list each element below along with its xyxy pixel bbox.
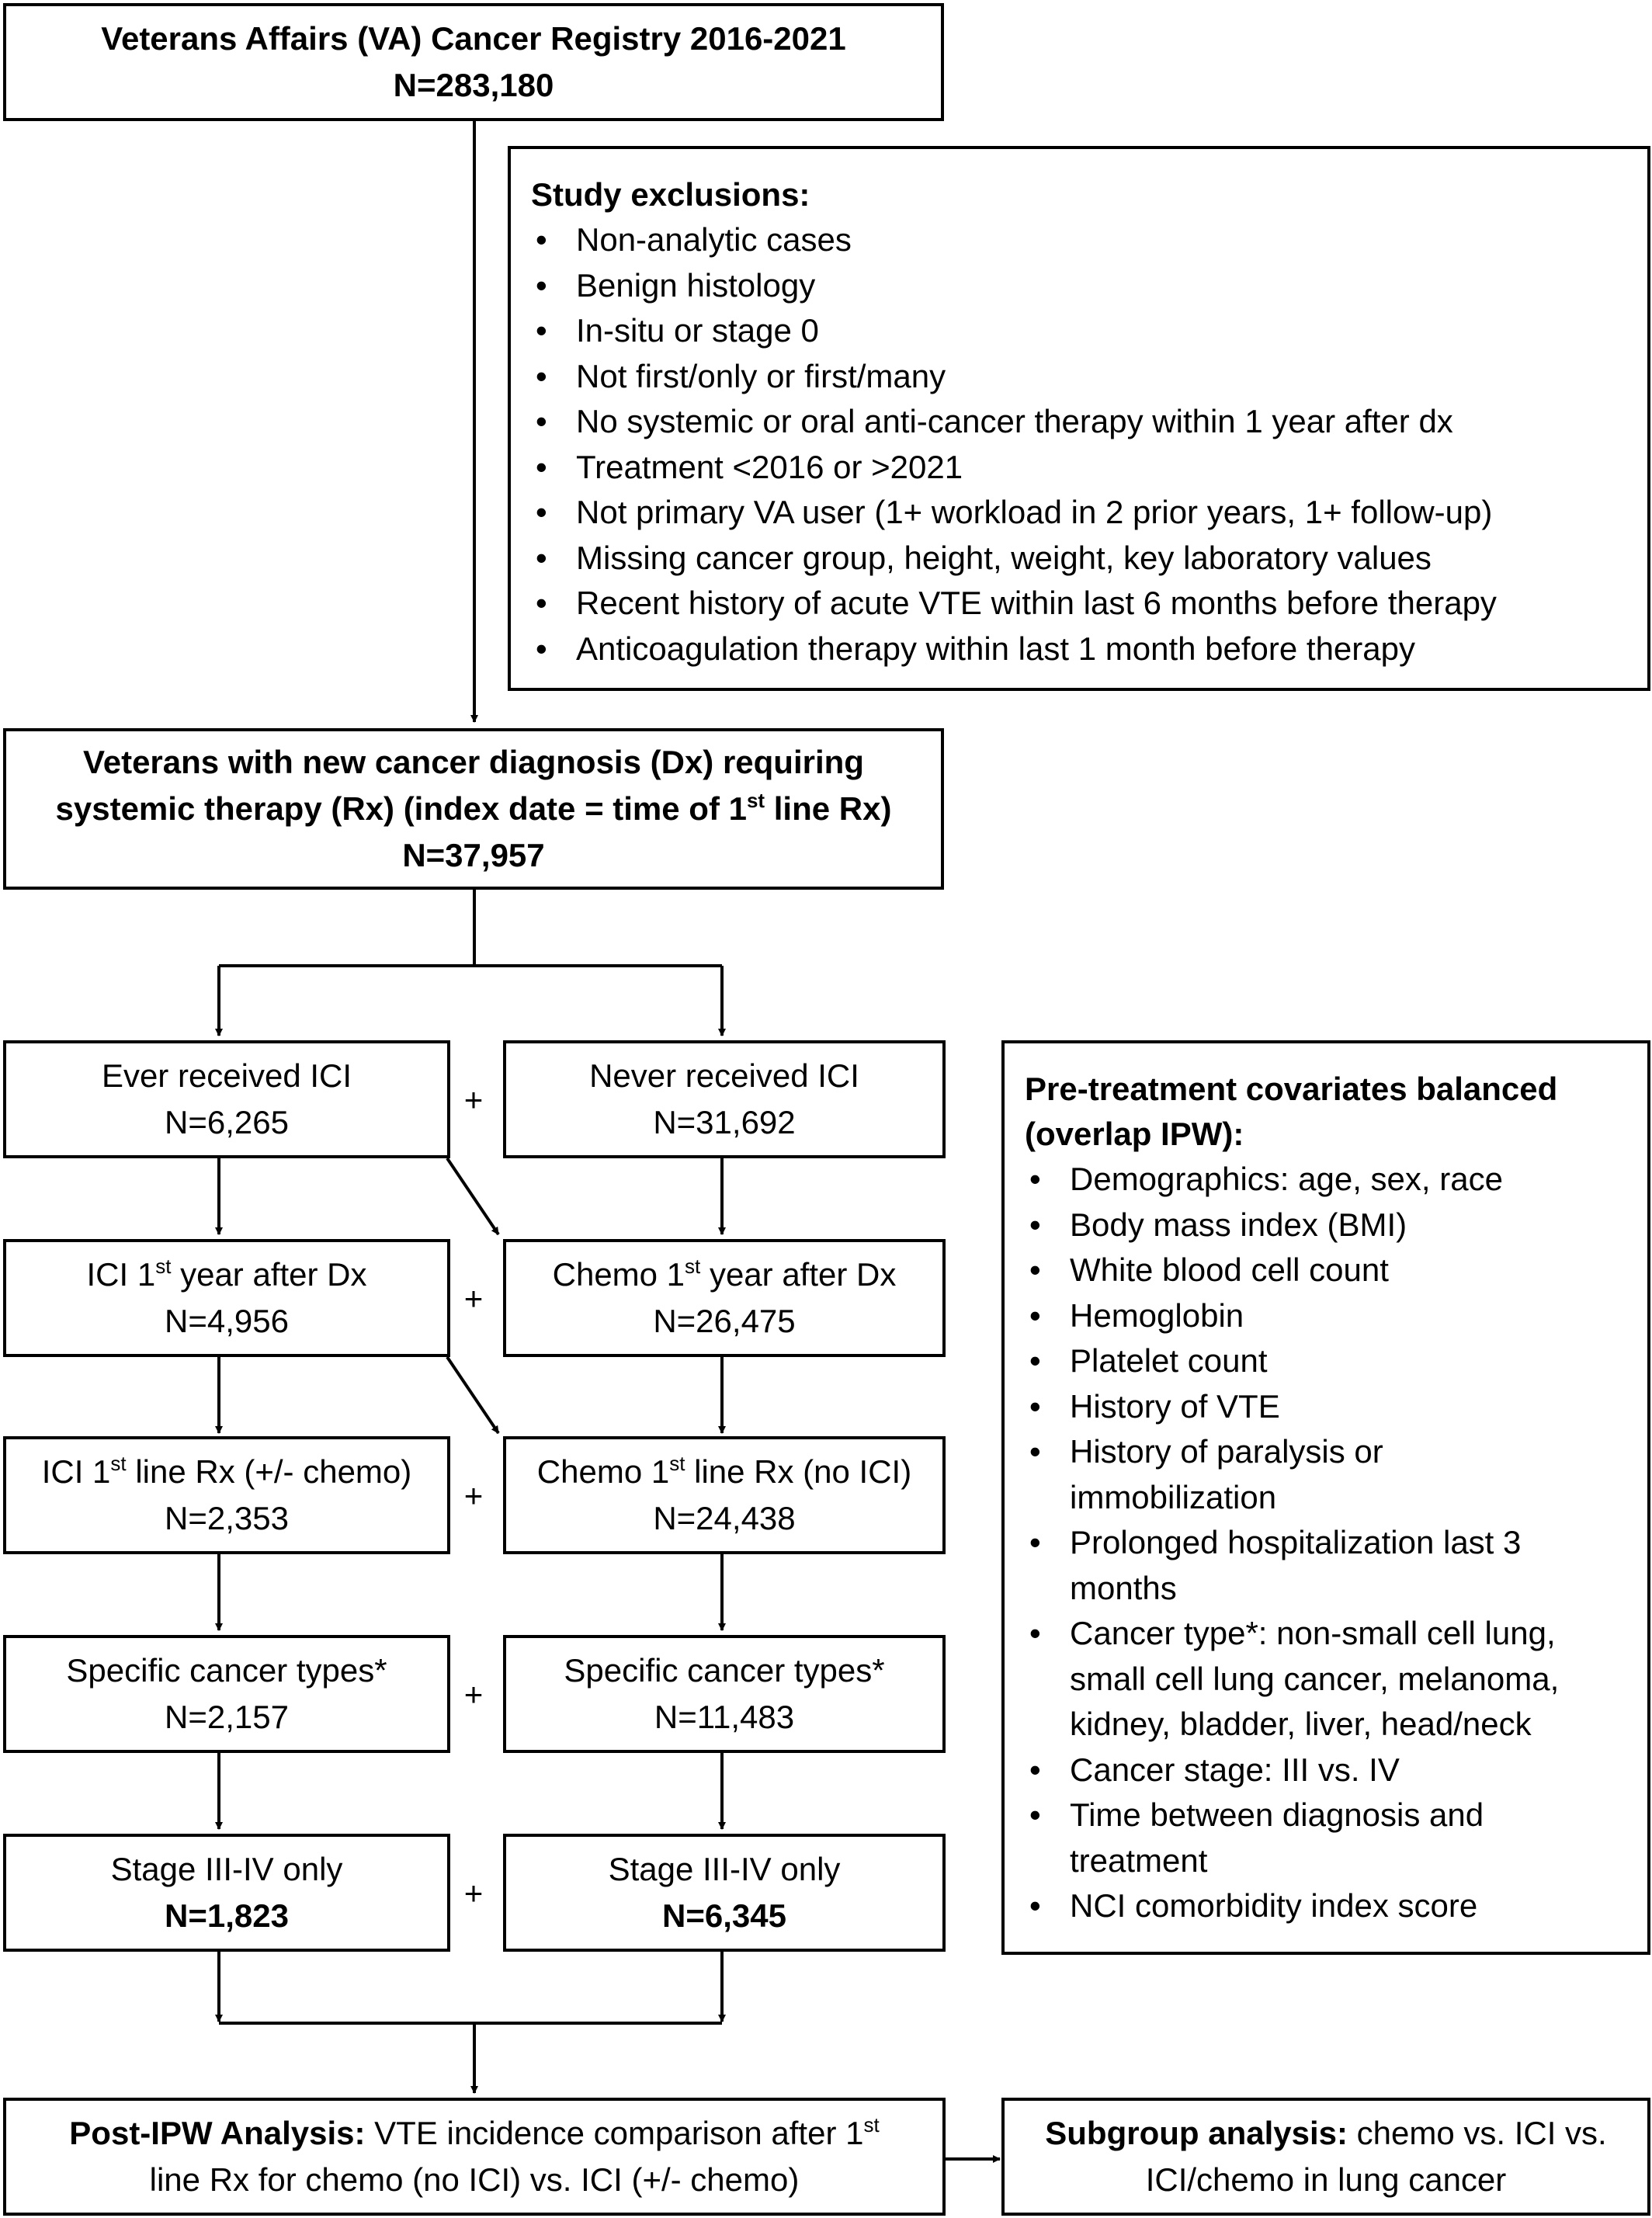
cohort-line1: Veterans with new cancer diagnosis (Dx) requiring [83,744,864,780]
never-ici-n: N=31,692 [653,1104,796,1140]
analysis-line2: line Rx for chemo (no ICI) vs. ICI (+/- chemo) [149,2161,800,2198]
chemo-specific-box [503,1635,946,1753]
chemo-first-line-sup: st [669,1452,685,1475]
bullet-icon: • [1029,1433,1041,1470]
covariate-text: Hemoglobin [1070,1296,1244,1334]
covariates-title-line1: Pre-treatment covariates balanced [1025,1071,1558,1107]
bullet-icon: • [536,494,547,530]
plus-sign: + [463,1676,484,1713]
covariate-text: Cancer type*: non-small cell lung, [1070,1615,1556,1651]
subgroup-bold-label: Subgroup analysis: [1045,2115,1348,2151]
analysis-text-a: VTE incidence comparison after 1 [365,2115,864,2151]
subgroup-box [1001,2098,1650,2216]
ici-first-line-sup: st [110,1452,127,1475]
ever-ici-n: N=6,265 [165,1104,289,1140]
cohort-line2-sup: st [746,789,765,812]
bullet-icon: • [536,539,547,576]
covariate-text: small cell lung cancer, melanoma, [1070,1660,1560,1697]
analysis-sup: st [863,2113,880,2136]
ever-ici-label: Ever received ICI [101,1057,352,1094]
bullet-icon: • [1029,1796,1041,1833]
covariate-text: Platelet count [1070,1342,1268,1379]
chemo-first-line-n: N=24,438 [653,1500,796,1536]
subgroup-text-a: chemo vs. ICI vs. [1347,2115,1607,2151]
list-item [1025,1611,1647,1748]
ici-first-year-label [86,1251,366,1298]
plus-sign: + [463,1875,484,1911]
ici-first-line-box [3,1436,450,1554]
exclusion-text: Non-analytic cases [576,221,852,258]
bullet-icon: • [1029,1615,1041,1651]
bullet-icon: • [536,403,547,439]
exclusion-text: In-situ or stage 0 [576,312,819,349]
cohort-line2-b: line Rx) [765,790,892,827]
registry-n: N=283,180 [393,67,554,103]
chemo-first-year-n: N=26,475 [653,1303,796,1339]
chemo-specific-label: Specific cancer types* [564,1652,885,1689]
covariate-text: History of VTE [1070,1387,1280,1425]
never-ici-box [503,1040,946,1158]
list-item [531,536,1647,581]
diag-arrow-ever-to-chemo [447,1158,498,1234]
bullet-icon: • [1029,1206,1041,1243]
bullet-icon: • [1029,1296,1041,1334]
list-item [531,399,1647,445]
ici-specific-box [3,1635,450,1753]
bullet-icon: • [536,221,547,258]
chemo-stage-box [503,1834,946,1952]
list-item [1025,1748,1647,1793]
cohort-line2 [56,786,892,832]
list-item [1025,1203,1647,1248]
never-ici-label: Never received ICI [589,1057,859,1094]
exclusion-text: Not primary VA user (1+ workload in 2 prior years, 1+ follow-up) [576,494,1493,530]
list-item [1025,1793,1647,1883]
ici-first-year-label-b: year after Dx [171,1256,367,1293]
exclusions-box [508,146,1650,691]
exclusions-title: Study exclusions: [531,176,810,213]
ici-first-year-sup: st [155,1255,172,1278]
covariates-title-line2: (overlap IPW): [1025,1116,1244,1152]
list-item [1025,1293,1647,1339]
bullet-icon: • [1029,1887,1041,1924]
covariate-text: Cancer stage: III vs. IV [1070,1751,1400,1788]
plus-sign: + [463,1081,484,1118]
ici-stage-box [3,1834,450,1952]
registry-box [3,3,944,121]
list-item [1025,1157,1647,1203]
chemo-first-year-label-a: Chemo 1 [552,1256,685,1293]
covariate-text: History of paralysis or [1070,1433,1383,1470]
chemo-first-year-label-b: year after Dx [700,1256,897,1293]
list-item [1025,1248,1647,1293]
covariate-text: NCI comorbidity index score [1070,1887,1478,1924]
exclusion-text: Recent history of acute VTE within last 6 months before therapy [576,585,1497,621]
list-item [531,308,1647,354]
ici-stage-n: N=1,823 [165,1897,289,1934]
ici-first-year-label-a: ICI 1 [86,1256,156,1293]
plus-sign: + [463,1477,484,1514]
bullet-icon: • [536,630,547,667]
ici-first-year-box [3,1239,450,1357]
analysis-bold-label: Post-IPW Analysis: [69,2115,366,2151]
list-item [531,581,1647,627]
ici-first-line-n: N=2,353 [165,1500,289,1536]
list-item [1025,1520,1647,1611]
bullet-icon: • [536,357,547,394]
list-item [1025,1429,1647,1520]
cohort-line2-a: systemic therapy (Rx) (index date = time of 1 [55,790,747,827]
list-item [531,627,1647,672]
ici-specific-label: Specific cancer types* [66,1652,387,1689]
list-item [1025,1338,1647,1384]
exclusion-text: Missing cancer group, height, weight, key laboratory values [576,539,1432,576]
list-item [531,263,1647,309]
chemo-first-year-sup: st [685,1255,701,1278]
bullet-icon: • [1029,1251,1041,1288]
covariate-text: months [1070,1569,1177,1606]
covariate-text: immobilization [1070,1478,1277,1515]
bullet-icon: • [536,585,547,621]
ici-first-line-label [42,1449,412,1495]
registry-title: Veterans Affairs (VA) Cancer Registry 2016-2021 [101,20,846,57]
plus-sign: + [463,1280,484,1317]
list-item [531,217,1647,263]
bullet-icon: • [1029,1751,1041,1788]
covariate-text: Body mass index (BMI) [1070,1206,1407,1243]
list-item [531,354,1647,400]
list-item [1025,1384,1647,1430]
exclusion-text: No systemic or oral anti-cancer therapy within 1 year after dx [576,403,1453,439]
bullet-icon: • [1029,1387,1041,1425]
bullet-icon: • [536,266,547,304]
subgroup-line1 [1045,2110,1606,2157]
exclusion-text: Anticoagulation therapy within last 1 month before therapy [576,630,1415,667]
ici-stage-label: Stage III-IV only [110,1851,343,1887]
ici-first-line-label-b: line Rx (+/- chemo) [126,1453,412,1490]
ever-ici-box [3,1040,450,1158]
cohort-box [3,728,944,890]
covariate-text: treatment [1070,1841,1208,1879]
exclusion-text: Benign histology [576,266,816,304]
subgroup-line2: ICI/chemo in lung cancer [1145,2161,1507,2198]
cohort-n: N=37,957 [402,837,545,873]
exclusion-text: Treatment <2016 or >2021 [576,448,963,485]
bullet-icon: • [536,312,547,349]
chemo-specific-n: N=11,483 [654,1699,795,1735]
list-item [1025,1883,1647,1929]
ici-specific-n: N=2,157 [165,1699,289,1735]
bullet-icon: • [1029,1524,1041,1560]
analysis-line1 [69,2110,879,2157]
chemo-stage-label: Stage III-IV only [608,1851,841,1887]
list-item [531,490,1647,536]
analysis-box [3,2098,946,2216]
ici-first-year-n: N=4,956 [165,1303,289,1339]
covariates-box [1001,1040,1650,1955]
diag-arrow-ici-to-chemo [447,1357,498,1433]
list-item [531,445,1647,491]
chemo-stage-n: N=6,345 [662,1897,786,1934]
chemo-first-line-label-b: line Rx (no ICI) [685,1453,912,1490]
covariate-text: White blood cell count [1070,1251,1389,1288]
bullet-icon: • [1029,1161,1041,1197]
covariate-text: Time between diagnosis and [1070,1796,1484,1833]
exclusions-list [531,217,1647,672]
chemo-first-line-box [503,1436,946,1554]
covariate-text: Prolonged hospitalization last 3 [1070,1524,1522,1560]
covariate-text: kidney, bladder, liver, head/neck [1070,1706,1532,1742]
covariate-text: Demographics: age, sex, race [1070,1161,1503,1197]
chemo-first-line-label-a: Chemo 1 [536,1453,670,1490]
exclusion-text: Not first/only or first/many [576,357,946,394]
chemo-first-year-box [503,1239,946,1357]
covariates-list [1025,1157,1647,1929]
chemo-first-year-label [553,1251,897,1298]
chemo-first-line-label [537,1449,911,1495]
ici-first-line-label-a: ICI 1 [41,1453,111,1490]
bullet-icon: • [536,448,547,485]
bullet-icon: • [1029,1342,1041,1379]
